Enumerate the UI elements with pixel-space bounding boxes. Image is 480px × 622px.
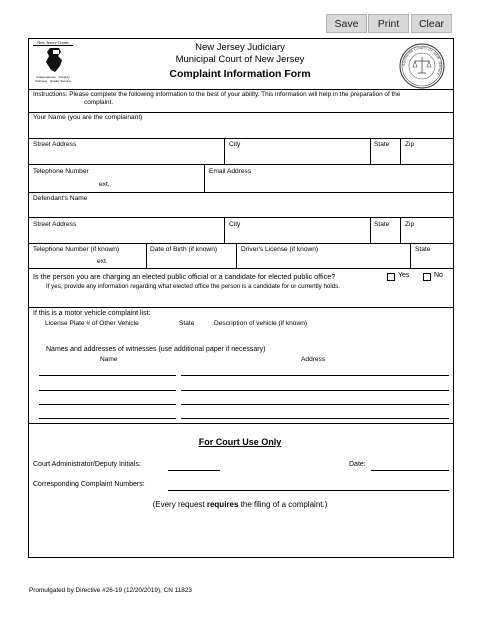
defendant-zip-label: Zip xyxy=(405,221,415,228)
defendant-state-label: State xyxy=(374,221,390,228)
official-no-checkbox[interactable] xyxy=(423,273,431,281)
vehicle-plate-label: License Plate # of Other Vehicle xyxy=(45,320,139,327)
court-use-heading: For Court Use Only xyxy=(198,437,282,447)
witness-address-line-2[interactable] xyxy=(181,390,449,391)
court-note-bold: requires xyxy=(206,500,239,509)
footer-directive: Promulgated by Directive #26-19 (12/20/2019), CN 11823 xyxy=(29,587,192,594)
defendant-dob-label: Date of Birth (if known) xyxy=(150,246,218,253)
complainant-email-label: Email Address xyxy=(209,168,252,175)
witness-name-line-4[interactable] xyxy=(39,418,176,419)
complainant-city-label: City xyxy=(229,141,241,148)
complainant-zip-input[interactable] xyxy=(401,148,453,163)
defendant-street-label: Street Address xyxy=(33,221,77,228)
official-yes-label: Yes xyxy=(398,272,410,279)
defendant-name-label: Defendant's Name xyxy=(33,195,88,202)
official-note: If yes, provide any information regarding what elected office the person is a candidate for or currently holds. xyxy=(46,283,340,290)
vehicle-state-label: State xyxy=(179,320,195,327)
vehicle-plate-input[interactable] xyxy=(39,328,169,340)
official-details-input[interactable] xyxy=(29,292,453,306)
witnesses-heading: Names and addresses of witnesses (use additional paper if necessary) xyxy=(46,346,266,353)
witness-name-line-3[interactable] xyxy=(39,404,176,405)
page-title: Complaint Information Form xyxy=(169,68,311,80)
complainant-name-input[interactable] xyxy=(29,122,453,137)
defendant-state-input[interactable] xyxy=(371,228,399,242)
court-note-pre: (Every request xyxy=(152,500,207,509)
complainant-ext-label: ext. xyxy=(99,181,110,188)
defendant-dob-input[interactable] xyxy=(147,254,235,267)
instructions-text: Instructions: Please complete the following information to the best of your ability. This information will help in the preparation of the xyxy=(33,91,401,98)
print-button[interactable]: Print xyxy=(368,14,409,33)
complainant-phone-input[interactable] xyxy=(29,176,95,191)
seal-text: SUPREME COURT OF NEW JERSEY xyxy=(401,45,443,76)
witness-name-column: Name xyxy=(100,356,118,363)
complainant-state-input[interactable] xyxy=(371,148,399,163)
defendant-ext-label: ext. xyxy=(97,258,108,265)
defendant-license-label: Driver's License (if known) xyxy=(241,246,319,253)
court-date-input[interactable] xyxy=(371,470,449,471)
court-admin-initials-label: Court Administrator/Deputy Initials: xyxy=(33,461,141,468)
defendant-phone-input[interactable] xyxy=(29,254,93,267)
witness-address-line-4[interactable] xyxy=(181,418,449,419)
defendant-name-input[interactable] xyxy=(29,202,453,216)
defendant-street-input[interactable] xyxy=(29,228,223,242)
clear-button[interactable]: Clear xyxy=(411,14,452,33)
defendant-phone-label: Telephone Number (if known) xyxy=(33,246,120,253)
state-outline-icon xyxy=(33,46,73,74)
logo-motto-1: Independence · Integrity xyxy=(36,75,70,79)
witness-name-line-1[interactable] xyxy=(39,375,176,376)
org-name: New Jersey Judiciary xyxy=(195,42,285,53)
instructions-text-cont: complaint. xyxy=(84,99,114,106)
complainant-zip-label: Zip xyxy=(405,141,415,148)
court-name: Municipal Court of New Jersey xyxy=(175,54,305,65)
complainant-email-input[interactable] xyxy=(205,176,453,191)
complaint-numbers-label: Corresponding Complaint Numbers: xyxy=(33,481,145,488)
complainant-ext-input[interactable] xyxy=(114,176,202,191)
defendant-zip-input[interactable] xyxy=(401,228,453,242)
vehicle-state-input[interactable] xyxy=(173,328,205,340)
court-seal xyxy=(399,43,445,89)
complainant-street-input[interactable] xyxy=(29,148,223,163)
complainant-name-label: Your Name (you are the complainant) xyxy=(33,114,143,121)
defendant-city-label: City xyxy=(229,221,241,228)
vehicle-desc-input[interactable] xyxy=(210,328,450,340)
defendant-license-state-label: State xyxy=(415,246,431,253)
seal-icon xyxy=(399,43,445,89)
vehicle-desc-label: Description of vehicle (if known) xyxy=(214,320,308,327)
court-date-label: Date: xyxy=(349,461,366,468)
complainant-city-input[interactable] xyxy=(225,148,369,163)
logo-motto-2: Fairness · Quality Service xyxy=(35,79,71,83)
official-question: Is the person you are charging an elected public official or a candidate for elected public office? xyxy=(33,272,336,281)
complaint-numbers-input[interactable] xyxy=(168,490,449,491)
logo-title: New Jersey Courts xyxy=(33,40,73,46)
defendant-license-input[interactable] xyxy=(237,254,409,267)
witness-address-column: Address xyxy=(301,356,326,363)
court-use-note xyxy=(100,500,380,509)
complainant-state-label: State xyxy=(374,141,390,148)
defendant-city-input[interactable] xyxy=(225,228,369,242)
official-yes-checkbox[interactable] xyxy=(387,273,395,281)
court-note-post: the filing of a complaint.) xyxy=(238,500,328,509)
vehicle-heading: If this is a motor vehicle complaint list: xyxy=(33,310,151,317)
defendant-ext-input[interactable] xyxy=(111,254,145,267)
complainant-street-label: Street Address xyxy=(33,141,77,148)
save-button[interactable]: Save xyxy=(326,14,367,33)
witness-name-line-2[interactable] xyxy=(39,390,176,391)
witness-address-line-1[interactable] xyxy=(181,375,449,376)
witness-address-line-3[interactable] xyxy=(181,404,449,405)
defendant-license-state-input[interactable] xyxy=(411,254,453,267)
complainant-phone-label: Telephone Number xyxy=(33,168,89,175)
official-no-label: No xyxy=(434,272,443,279)
nj-courts-logo xyxy=(33,40,73,86)
court-admin-initials-input[interactable] xyxy=(168,470,220,471)
